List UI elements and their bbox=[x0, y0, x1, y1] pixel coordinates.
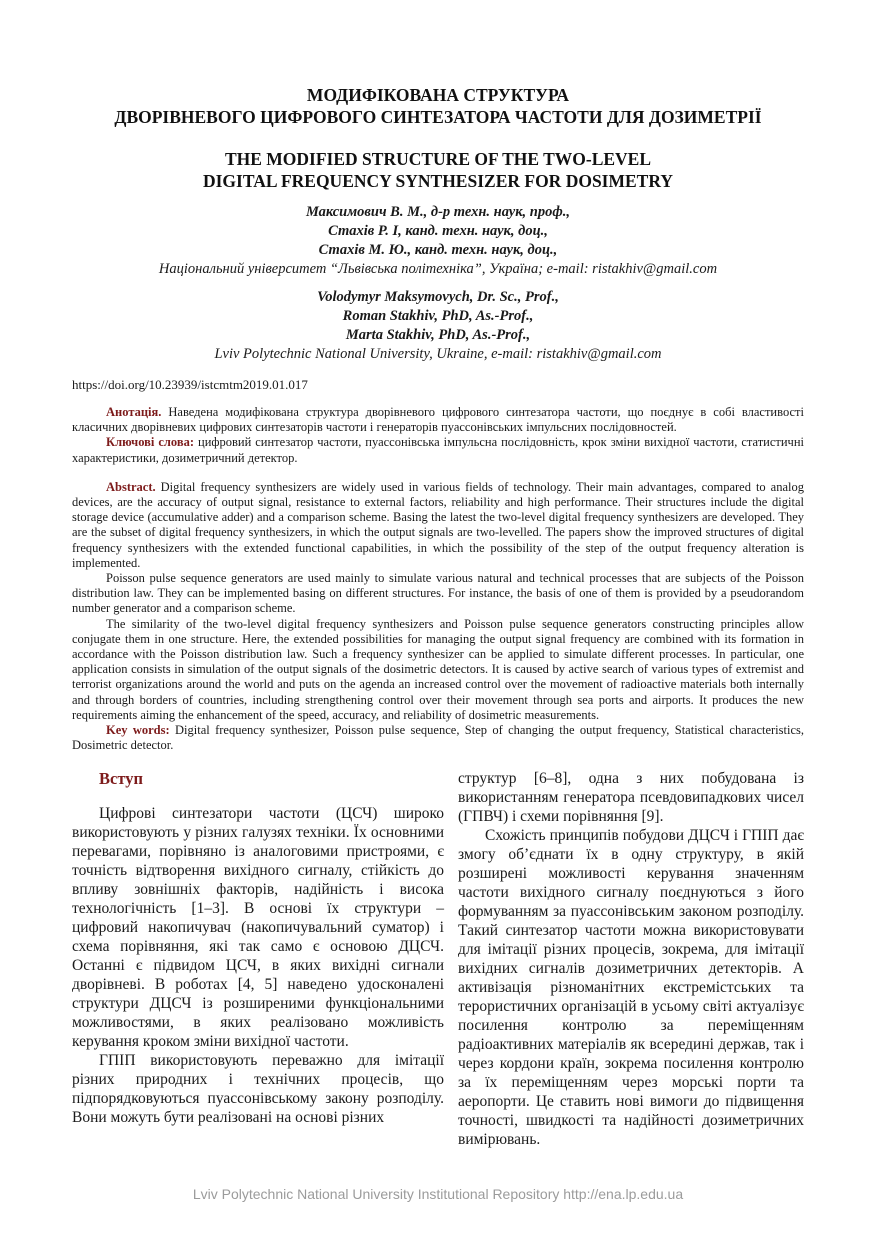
keywords-en-text: Digital frequency synthesizer, Poisson pulse sequence, Step of changing the output frequency, Statistical characteristics, Dosimetric detector. bbox=[72, 723, 805, 753]
doi-link[interactable]: https://doi.org/10.23939/istcmtm2019.01.017 bbox=[72, 377, 308, 392]
intro-left-paragraph-1: Цифрові синтезатори частоти (ЦСЧ) широко використовують у різних галузях техніки. Їх основними перевагами, порівняно із аналоговими пристроями, є точність відтворення вихідного сигналу, стійкість до впливу зовнішніх факторів, надійність і висока технологічність [1–3]. В основі їх структури – цифровий накопичувач (накопичувальний суматор) і схема порівняння, які так само є основою ДЦСЧ. Останні є підвидом ЦСЧ, в яких вихідні сигнали дворівневі. В роботах [4, 5] наведено удосконалені структури ДЦСЧ із розширеними функціональними можливостями, в яких реалізовано можливість керування кроком зміни вихідної частоти. bbox=[72, 805, 444, 1051]
abstract-paragraph-1 bbox=[72, 480, 804, 571]
title-ukrainian bbox=[72, 84, 804, 128]
authors-ukrainian bbox=[72, 203, 804, 279]
keywords-ua-paragraph bbox=[72, 435, 804, 465]
affiliation-en: Lviv Polytechnic National University, Ukraine, e-mail: ristakhiv@gmail.com bbox=[214, 346, 662, 362]
intro-right-paragraph-1: структур [6–8], одна з них побудована із використанням генератора псевдовипадкових чисел (ГПВЧ) і схеми порівняння [9]. bbox=[458, 770, 804, 826]
title-ua-line-1: МОДИФІКОВАНА СТРУКТУРА bbox=[306, 85, 570, 105]
introduction-columns bbox=[72, 769, 804, 1149]
affiliation-ua: Національний університет “Львівська політехніка”, Україна; e-mail: ristakhiv@gmail.com bbox=[158, 261, 718, 277]
annotation-ua-text: Наведена модифікована структура дворівневого цифрового синтезатора частоти, що поєднує в собі властивості класичних дворівневих цифрових синтезаторів частоти і генераторів пуассонівських імпульсних послідовностей. bbox=[72, 405, 804, 435]
author-en-2: Roman Stakhiv, PhD, As.-Prof., bbox=[342, 308, 534, 324]
repository-footer: Lviv Polytechnic National University Institutional Repository http://ena.lp.edu.ua bbox=[192, 1186, 684, 1202]
author-ua-3: Стахів М. Ю., канд. техн. наук, доц., bbox=[318, 242, 558, 258]
abstract-label: Abstract. bbox=[106, 479, 156, 494]
author-en-3: Marta Stakhiv, PhD, As.-Prof., bbox=[345, 327, 531, 343]
author-en-1: Volodymyr Maksymovych, Dr. Sc., Prof., bbox=[317, 289, 559, 305]
authors-english bbox=[72, 288, 804, 364]
title-ua-line-2: ДВОРІВНЕВОГО ЦИФРОВОГО СИНТЕЗАТОРА ЧАСТОТИ ДЛЯ ДОЗИМЕТРІЇ bbox=[114, 107, 762, 127]
intro-right-paragraph-2: Схожість принципів побудови ДЦСЧ і ГПІП дає змогу об’єднати їх в одну структуру, в якій розширені можливості керування значенням частоти вихідного сигналу поєднуються з його формуванням за пуассонівським законом розподілу. Такий синтезатор частоти можна використовувати для імітації різних процесів, зокрема, для імітації вихідних сигналів дозиметричних детекторів. А активізація різноманітних екстремістських та терористичних організацій в усьому світі актуалізує посилення контролю за переміщенням радіоактивних матеріалів як всередині держав, так і через кордони країн, зокрема посилення контролю за їх переміщенням через морські порти та аеропорти. Це ставить нові вимоги до підвищення точності, швидкості та надійності дозиметричних вимірювань. bbox=[458, 827, 804, 1149]
annotation-ua-label: Анотація. bbox=[106, 405, 162, 419]
keywords-ua-text: цифровий синтезатор частоти, пуассонівська імпульсна послідовність, крок зміни вихідної частоти, статистичні характеристики, дозиметричний детектор. bbox=[72, 435, 805, 465]
keywords-en-paragraph bbox=[72, 723, 804, 753]
abstract-english-block bbox=[72, 480, 804, 754]
page-content bbox=[72, 0, 804, 1149]
intro-left-paragraph-2: ГПІП використовують переважно для імітації різних природних і технічних процесів, що підпорядковуються пуассонівському закону розподілу. Вони можуть бути реалізовані на основі різних bbox=[72, 1052, 444, 1127]
annotation-ukrainian-block bbox=[72, 405, 804, 466]
title-en-line-1: THE MODIFIED STRUCTURE OF THE TWO-LEVEL bbox=[224, 149, 652, 169]
abstract-paragraph-3: The similarity of the two-level digital frequency synthesizers and Poisson pulse sequence generators constructing principles allow conjugate them in one structure. Here, the extended possibilities for managing the output signal frequency are combined with its formation in accordance with the Poisson distribution law. Such a frequency synthesizer can be applied to simulate different processes. In particular, one application consists in simulation of the output signals of the dosimetric detectors. It is caused by active search of various types of extremist and terrorist organizations around the world and puts on the agenda an increased control over the movement of radioactive materials both internally and through borders of countries, including strengthening control over their movement through sea ports and airports. It produces the new requirements aiming the enhancement of the speed, accuracy, and reliability of dosimetric measurements. bbox=[72, 616, 804, 722]
keywords-en-label: Key words: bbox=[106, 723, 170, 738]
introduction-left-column bbox=[72, 769, 444, 1149]
abstract-text-1: Digital frequency synthesizers are widely used in various fields of technology. Their main advantages, compared to analog devices, are the accuracy of output signal, resistance to external factors, reliability and high performance. Their structures include the digital storage device (accumulative adder) and a comparison scheme. Basing the latest the two-level digital frequency synthesizers are developed. They are the subset of digital frequency synthesizers, in which the output signals are two-levelled. The papers show the improved structures of digital frequency synthesizers with the extended functional capabilities, in which the possibility of the step of the output frequency alteration is implemented. bbox=[72, 479, 804, 570]
annotation-ua-paragraph bbox=[72, 405, 804, 435]
author-ua-2: Стахів Р. І, канд. техн. наук, доц., bbox=[328, 223, 548, 239]
introduction-heading: Вступ bbox=[99, 769, 143, 789]
introduction-right-column bbox=[458, 769, 804, 1149]
keywords-ua-label: Ключові слова: bbox=[106, 435, 195, 450]
abstract-paragraph-2: Poisson pulse sequence generators are used mainly to simulate various natural and technical processes that are subjects of the Poisson distribution law. They can be implemented basing on different structures. For instance, the basis of one of them is provided by a pseudorandom number generator and a comparison scheme. bbox=[72, 571, 804, 616]
title-en-line-2: DIGITAL FREQUENCY SYNTHESIZER FOR DOSIMETRY bbox=[202, 171, 674, 191]
author-ua-1: Максимович В. М., д-р техн. наук, проф., bbox=[305, 204, 570, 220]
title-english bbox=[72, 148, 804, 192]
